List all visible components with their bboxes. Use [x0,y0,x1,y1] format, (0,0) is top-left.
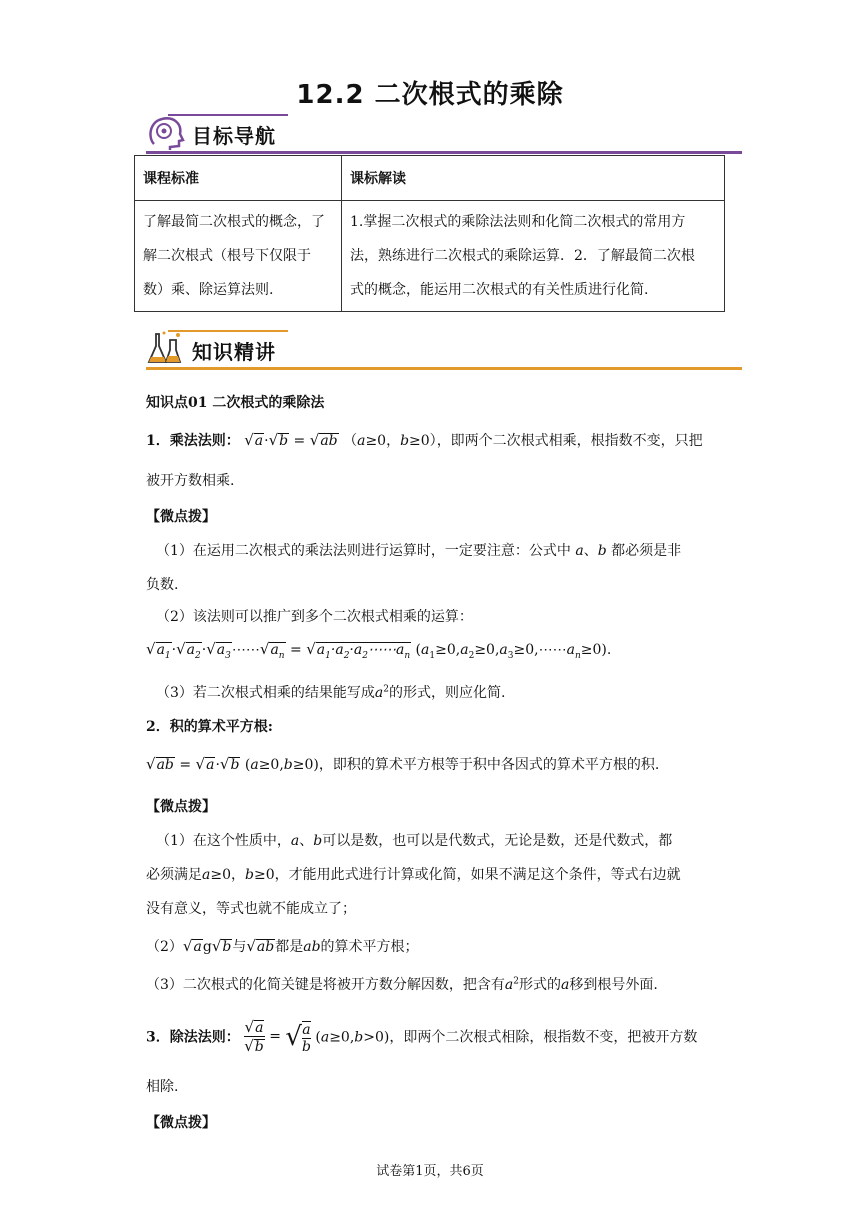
rule2-tail: ，即积的算术平方根等于积中各因式的算术平方根的积. [318,757,660,773]
rule1-cont: 被开方数相乘. [146,473,235,489]
rule3-line: 3．除法法则： $\frac{√a}{√b}$ = √ $\frac{a}{b}$ (a≥0,b>0)，即两个二次根式相除，根指数不变，把被开方数 [146,1018,698,1055]
tip1-line: （1）在运用二次根式的乘法法则进行运算时，一定要注意：公式中 a、b 都必须是非 [156,543,682,559]
goals-banner-label: 目标导航 [192,124,276,148]
rule1-label: 1．乘法法则： [146,433,240,449]
tip-text: 必须满足 [146,867,202,883]
tip-text: 的形式，则应化简. [389,685,506,701]
table-cell-standard [135,201,342,312]
table-header-interpretation: 课标解读 [342,156,725,201]
tip2-3-line: （3）二次根式的化简关键是将被开方数分解因数，把含有$a^2$形式的a移到根号外面. [146,976,658,993]
fraction-rhs: $\frac{a}{b}$ [301,1021,311,1055]
cell-line: 解二次根式（根号下仅限于 [143,248,311,264]
flask-icon [146,330,186,366]
banner-rule [146,151,742,154]
tip-label: 【微点拨】 [146,509,216,525]
tip-text: 都是 [275,939,304,955]
tip2-1-line: （1）在这个性质中，a、b可以是数，也可以是代数式，无论是数，还是代数式，都 [156,833,673,849]
cell-line: 数）乘、除运算法则. [143,282,274,298]
head-brain-icon [146,114,186,150]
tip2-2-line: （2）√ag√b与√ab都是ab的算术平方根； [146,937,419,955]
tip-text: 的算术平方根； [320,939,419,955]
fraction-lhs: $\frac{√a}{√b}$ [244,1018,264,1055]
tip-text: （3）二次根式的化简关键是将被开方数分解因数，把含有 [146,977,505,993]
tip-label: 【微点拨】 [146,799,216,815]
standards-table [134,155,725,312]
rule3-cont: 相除. [146,1079,179,1095]
rule2-line: √ab = √a·√b (a≥0,b≥0)，即积的算术平方根等于积中各因式的算术平方根的积. [146,755,660,773]
goals-banner [146,114,742,154]
rule1-tail: ，即两个二次根式相乘，根指数不变，只把 [436,433,703,449]
tip-text: （1）在这个性质中， [156,833,291,849]
rule1-line: 1．乘法法则： √a·√b = √ab （a≥0，b≥0），即两个二次根式相乘，根指数不变，只把 [146,431,703,449]
rule2-label: 2．积的算术平方根: [146,719,273,735]
tip-text: 与 [232,939,247,955]
page-footer: 试卷第1页，共6页 [376,1164,484,1179]
knowledge-banner-label: 知识精讲 [192,340,276,364]
tip-text: （2） [146,939,183,955]
page-title: 12.2 二次根式的乘除 [296,80,564,110]
rule3-tail: ，即两个二次根式相除，根指数不变，把被开方数 [389,1029,698,1046]
tip-text: 形式的 [519,977,561,993]
tip2-line: （2）该法则可以推广到多个二次根式相乘的运算： [156,609,473,625]
tip-text: （3）若二次根式相乘的结果能写成 [156,685,375,701]
table-cell-interpretation [342,201,725,312]
cell-line: 1.掌握二次根式的乘除法法则和化简二次根式的常用方 [350,214,686,230]
tip-text: 可以是数，也可以是代数式，无论是数，还是代数式，都 [322,833,673,849]
banner-top-line [168,114,288,116]
cell-line: 了解最简二次根式的概念，了 [143,214,325,230]
tip-text: 移到根号外面. [569,977,658,993]
tip-label: 【微点拨】 [146,1115,216,1131]
tip-text: （1）在运用二次根式的乘法法则进行运算时，一定要注意：公式中 [156,543,571,559]
tip2-1-cont: 必须满足a≥0，b≥0，才能用此式进行计算或化简，如果不满足这个条件，等式右边就 [146,867,681,883]
knowledge-banner [146,330,742,370]
banner-top-line [168,330,288,332]
tip3-line: （3）若二次根式相乘的结果能写成$a^2$的形式，则应化简. [156,684,506,701]
rule3-label: 3．除法法则： [146,1029,240,1046]
section-heading: 知识点01 二次根式的乘除法 [146,395,325,411]
cell-line: 法，熟练进行二次根式的乘除运算．2．了解最简二次根 [350,248,695,264]
table-header-standard: 课程标准 [135,156,342,201]
cell-line: 式的概念，能运用二次根式的有关性质进行化简. [350,282,649,298]
tip-text: ，才能用此式进行计算或化简，如果不满足这个条件，等式右边就 [274,867,681,883]
tip2-1-end: 没有意义，等式也就不能成立了； [146,901,356,917]
tip1-cont: 负数. [146,577,179,593]
formula-extended: $√a_1\cdot√a_2\cdot√a_3\cdots\cdots√a_n$ = $√a_1\cdot a_2\cdot a_2\cdots\cdots a_n$ $(a_1\ge 0,a_2\ge 0,a_3\ge 0,\cdots\cdots a_n\ge 0)$. [146,640,611,664]
banner-rule [146,367,742,370]
tip-text: 都必须是非 [611,543,682,559]
